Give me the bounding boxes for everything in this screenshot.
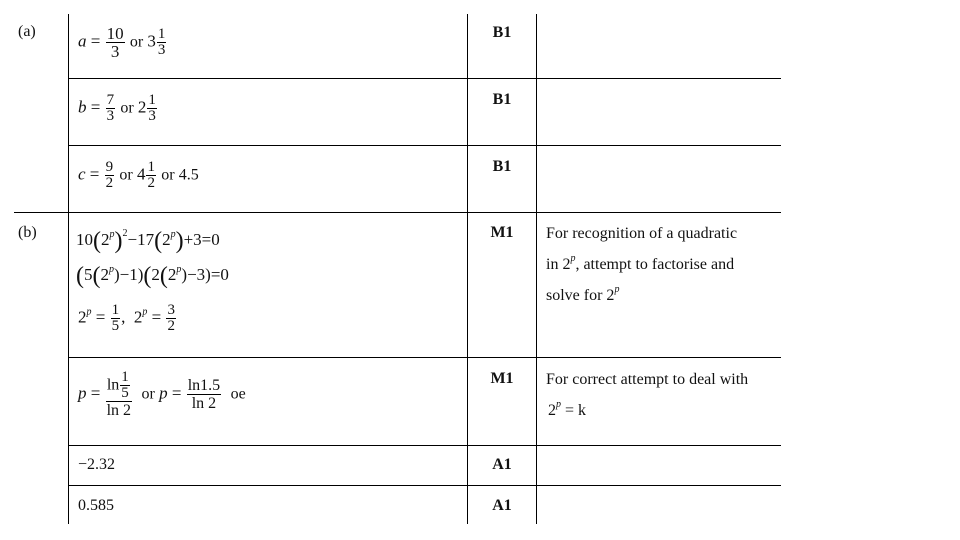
mark-answer-1: A1	[492, 456, 512, 473]
answer-c: c = $\frac{9}{2}$ or 4 $\frac{1}{2}$ or 4.5	[78, 159, 199, 191]
fraction: $\frac{9}{2}$	[105, 159, 114, 191]
row-divider-4	[68, 357, 781, 358]
part-label-a: (a)	[18, 23, 36, 40]
quadratic-equation: $10(2^p)^2-17(2^p)+3=0$	[76, 228, 220, 254]
note-line: For correct attempt to deal with	[546, 371, 749, 388]
fraction: $\frac{1}{5}$	[111, 302, 120, 334]
note-quadratic	[546, 221, 737, 308]
note-line: $2^p = k$	[548, 399, 587, 419]
mark-c: B1	[492, 158, 512, 175]
fraction: $\frac{3}{2}$	[167, 302, 175, 334]
fraction: $\frac{10}{3}$	[106, 24, 124, 61]
col-divider-mark-right	[536, 14, 537, 524]
note-line: For recognition of a quadratic	[546, 225, 738, 242]
fraction: $\frac{\ln 1.5}{\ln 2}$	[187, 377, 221, 412]
answer-a: a = $\frac{10}{3}$ or 3 $\frac{1}{3}$	[78, 24, 166, 61]
mark-answer-2: A1	[492, 497, 512, 514]
row-divider-5	[68, 445, 781, 446]
mark-quadratic: M1	[490, 224, 514, 241]
row-divider-3	[14, 212, 781, 213]
solutions: $2^p$ = $\frac{1}{5}$ , $2^p$ = $\frac{3}{2}$	[78, 302, 175, 334]
mark-a: B1	[492, 24, 512, 41]
mark-logarithm: M1	[490, 370, 514, 387]
note-logarithm	[546, 367, 748, 423]
row-divider-6	[68, 485, 781, 486]
note-line: solve for 2$^p$	[546, 284, 620, 304]
fraction: ln $\frac{1}{5}$ ln 2	[106, 369, 132, 419]
answer-value-1: −2.32	[78, 456, 116, 473]
row-divider-2	[68, 145, 781, 146]
answer-b: b = $\frac{7}{3}$ or 2 $\frac{1}{3}$	[78, 92, 156, 124]
col-divider-part	[68, 14, 69, 524]
fraction: $\frac{7}{3}$	[106, 92, 115, 124]
fraction: $\frac{1}{5}$	[121, 369, 129, 401]
part-label-b: (b)	[18, 224, 37, 241]
mark-b: B1	[492, 91, 512, 108]
factorised-equation: $(5(2^p)-1)(2(2^p)-3)=0$	[76, 263, 229, 289]
fraction: $\frac{1}{3}$	[148, 92, 156, 124]
logarithm-equation: p = ln $\frac{1}{5}$ ln 2 or p = $\frac{\ln 1.5}{\ln 2}$ oe	[78, 369, 246, 419]
fraction: $\frac{1}{3}$	[157, 26, 166, 58]
row-divider-1	[68, 78, 781, 79]
fraction: $\frac{1}{2}$	[147, 159, 155, 191]
answer-value-2: 0.585	[78, 497, 114, 514]
note-line: in 2$^p$, attempt to factorise and	[546, 253, 735, 273]
